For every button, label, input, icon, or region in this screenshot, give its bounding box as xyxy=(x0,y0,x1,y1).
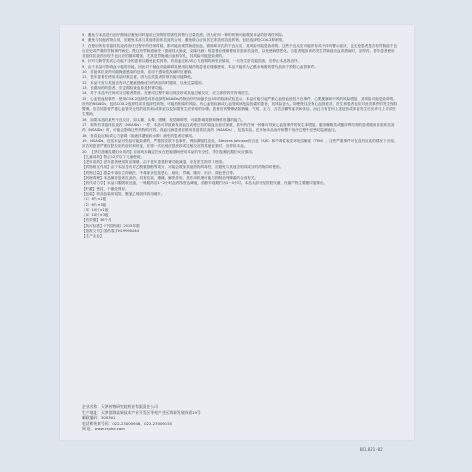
package-option-2: （2）6片×3板 xyxy=(82,202,107,207)
company-address: 生产地址：天津滨海高新技术产业开发区华苑产业区海泰发展四道29号 xyxy=(82,409,201,415)
company-phone: 电话和传真号码：022-23000946，022-23009155 xyxy=(82,420,173,426)
paragraph-9: 9．由于本品可影响血小板的功能，因此对于凝血功能障碍及使用抗凝药的患者应谨慎使用，本品不能作为乙酰水杨酸的替代品用于预防心血管事件。 xyxy=(82,64,318,69)
paragraph-5: 5．避免与本品进行治疗期间应避免同时接用已知的肝损害性药物与过量饮酒。因为任何一种的药物可能增加本品的肝毒性风险。 xyxy=(82,33,286,37)
paragraph-7: 7．在使用所有非甾体抗炎药治疗过程中的任何时候，都可能出现胃肠道出血、溃疡和穿孔的不良反应，其风险可能是致命的。这些不良反应可能伴有或不伴有警示症状，也无论患者是否有胃肠道不良反应史或严重的胃肠事件病史。既往有胃肠道病史（溃疡性大肠炎，克隆氏病）的患者应谨慎使用非甾体抗炎药，以免使病情恶化。当患者服用该药发生胃肠道出血或溃疡时，应停药。老年患者使用非甾体抗炎药出现不良反应的频率增加，尤其是胃肠道出血和穿孔，其风险可能是致命的。 xyxy=(82,43,397,59)
paragraph-14: 14．对于本品中任何成分过敏者禁用。在使用过程中如出现皮疹或其他过敏反应，应立即停药并咨询医生。 xyxy=(82,91,252,96)
company-postal-code: 邮政编码：300301 xyxy=(82,415,116,421)
section-pharmacology: 【药理毒理】本品属非甾体抗炎药，具有抗炎、镇痛、解热作用。其作用机理可能与抑制前列腺素的合成有关。 xyxy=(82,176,259,181)
section-pediatric: 【儿童用药】禁止12岁以下儿童使用。 xyxy=(82,154,145,159)
section-manufacturer: 【生产企业】 xyxy=(82,234,104,239)
paragraph-10: 10．非甾体抗炎药可能掩盖感染的征象，应用于感染性疾病时应谨慎。 xyxy=(82,70,195,75)
paragraph-8: 8．针对与肠胃类或心功能不全的患者以避免此类药物，有高血压和/或心力衰竭的病史应慎用，一旦发生肝功能损害，应停止本品的治疗。 xyxy=(82,59,302,64)
section-standard: 【执行标准】《中国药典》2015年版 xyxy=(82,223,140,228)
paragraph-16: 16．如果本品的某些不良反应，如头痛、头晕、嗜睡、视觉障碍等，可能影响驾驶和操作机器的能力。 xyxy=(82,117,245,122)
company-name: 企业名称：天津药物研究院药业有限责任公司 xyxy=(82,404,158,409)
package-option-1: （1）6片×1板 xyxy=(82,197,107,202)
section-approval-number: 【批准文号】国药准字H19990044 xyxy=(82,228,139,233)
paragraph-18: 18．有高血压和/或心力衰竭（如液体潴留和水肿）病史的患者应慎用。 xyxy=(82,133,196,138)
paragraph-12: 12．本品不宜与其他含有对乙酰氨基酚成分的药品同时服用，以免过量服用。 xyxy=(82,80,206,85)
paragraph-20: 20．【孕妇及哺乳期妇女用药】目前尚未确定妇女在妊娠期间使用本品的安全性，孕妇及哺乳期妇女应慎用。 xyxy=(82,149,256,154)
section-geriatric: 【老年用药】老年患者使用时应谨慎，由于老年患者肝肾功能减退，应在医生指导下使用。 xyxy=(82,160,226,165)
paragraph-19: 19．NSAIDs，包括本品可引起可能致命的、严重的皮肤不良事件，例如剥脱性皮炎，Stevens Johnson综合征（SJS）和中毒性表皮坏死溶解症（TEN）。这些严重事件可在没有征兆的情况下出现。应告知患者严重皮肤反应的症状和体征，在第一次出现皮肤皮疹或过敏反应的其他征象时，应停用本品。 xyxy=(82,138,398,149)
section-interactions: 【药物相互作用】由于本品含有对乙酰氨基酚等成分，可能会增加其他药物的毒性，应避免与其他含相同成分的药物同时使用。 xyxy=(82,165,284,170)
paragraph-6: 6．避免与其他药物合用，应避免本品与其他非甾体抗炎药合用，避免联合应用其它非甾体抗炎药物，包括选择性COX-2抑制剂。 xyxy=(82,38,286,43)
section-packaging: 【包装】药品包装用铝箔，聚氯乙烯固体药用硬片。 xyxy=(82,191,165,196)
paragraph-13: 13．长期用药的患者，应定期检查血象及肝肾功能。 xyxy=(82,85,166,90)
document-code: BCL021-02 xyxy=(360,447,383,452)
manufacturer-info xyxy=(82,404,398,432)
section-overdose: 【药物过量】超量中毒应立即就医，中毒症状包括恶心、呕吐、胃痛、腹泻、出汗、面色苍白等。 xyxy=(82,170,237,175)
package-option-3: （3）10片×1板 xyxy=(82,207,109,212)
section-shelf-life: 【有效期】36个月 xyxy=(82,218,112,223)
paragraph-17: 17．和所有非甾体抗炎药（NSAIDs）一样，本品可导致新发高血压或使已有的高血压症状加重，其中的任何一种都可导致心血管事件的发生率增加。服用噻嗪类或髓袢利尿剂的患者服用非甾体抗炎药（NSAIDs）时，可能会影响这些药物的疗效。高血压病患者应慎用非甾体抗炎药（NSAIDs），包括本品。在开始本品治疗和整个治疗过程中应密切监测血压。 xyxy=(82,123,395,133)
paragraph-15: 15．心血管血栓事件：使用COX-2选择性或非选择性NSAIDs药物治疗时间最长达3年的临床试验显示，本品可能引起严重心血管血栓性不良事件、心肌梗塞和中风的风险增加，其风险可能是致命的。所有的NSAIDs，包括COX-2选择性或非选择性药物，可能有相似的风险。有心血管疾病或心血管疾病危险因素的患者，其风险更大。即使既往没有心血管症状，医生和患者也应对此类事件的发生保持警惕。应告知患者严重心血管安全性的症状和/或体征以及如果发生应采取的步骤。患者应该警惕诸如胸痛、气短、无力、言语含糊等症状和体征，而且当有任何上述症状或体征发生后应该马上寻求医生帮助。 xyxy=(82,96,398,117)
leaflet-body xyxy=(82,33,398,240)
paragraph-11: 11．老年患者在使用本品时需注意，因为这类患者肝肾功能可能降低。 xyxy=(82,75,195,80)
section-storage: 【贮藏】密封，干燥处保存。 xyxy=(82,186,129,191)
company-website: 网 址：www.crpha.com xyxy=(82,426,125,432)
section-pharmacokinetics: 【药代动力学】本品口服吸收迅速，一般服药后1~2小时血药浓度达峰值，消除半衰期约为2~4小时。本品大部分经肝脏代谢，代谢产物主要随尿液排出。 xyxy=(82,181,328,186)
package-option-4: （4）10片×3板 xyxy=(82,213,109,218)
